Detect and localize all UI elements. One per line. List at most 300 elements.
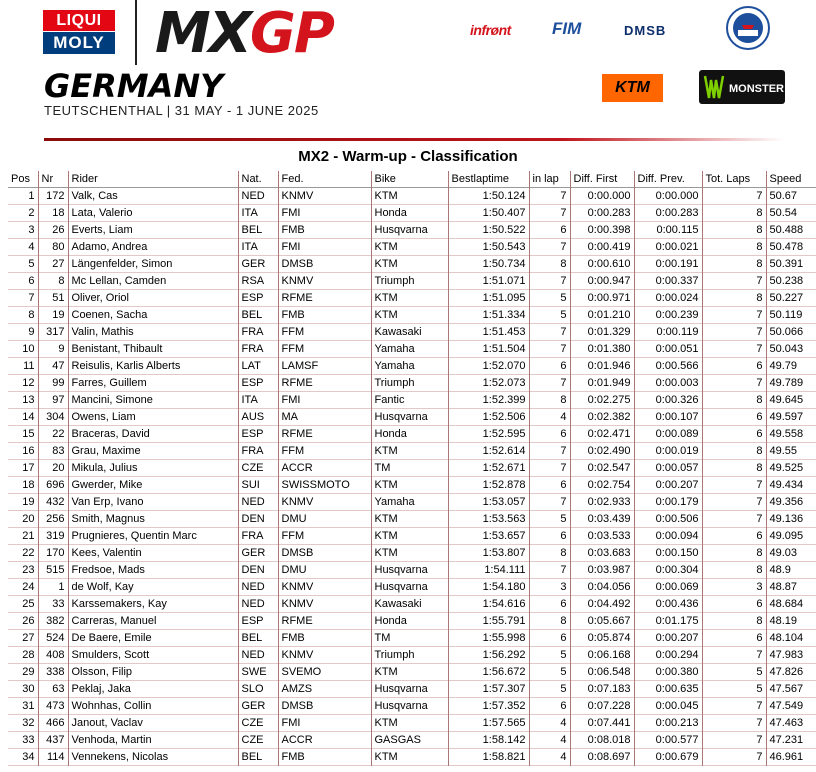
col-header-fed: Fed. [278, 171, 371, 188]
cell-bike: KTM [371, 239, 448, 256]
cell-bike: KTM [371, 545, 448, 562]
table-row [8, 579, 816, 596]
cell-rider: Prugnieres, Quentin Marc [68, 528, 238, 545]
cell-pos: 25 [22, 598, 35, 610]
liqui-moly-logo-bottom: MOLY [43, 32, 115, 54]
cell-rider: Vennekens, Nicolas [68, 749, 238, 766]
cell-nr: 408 [38, 647, 68, 664]
col-header-rider: Rider [68, 171, 238, 188]
cell-rider: Carreras, Manuel [68, 613, 238, 630]
cell-diff-first: 0:06.168 [570, 647, 634, 664]
cell-in-lap: 5 [529, 290, 570, 307]
cell-diff-prev: 0:00.089 [634, 426, 702, 443]
cell-nat: CZE [238, 460, 278, 477]
cell-tot-laps: 7 [702, 324, 766, 341]
cell-tot-laps: 8 [702, 392, 766, 409]
cell-in-lap: 6 [529, 698, 570, 715]
cell-nr: 27 [38, 256, 68, 273]
cell-speed: 48.19 [766, 613, 816, 630]
table-row [8, 715, 816, 732]
cell-pos: 19 [22, 496, 35, 508]
cell-bestlaptime: 1:54.616 [448, 596, 529, 613]
cell-tot-laps: 8 [702, 613, 766, 630]
cell-rider: Mancini, Simone [68, 392, 238, 409]
cell-fed: FMI [278, 392, 371, 409]
cell-rider: Braceras, David [68, 426, 238, 443]
club-badge-icon [726, 6, 770, 50]
cell-tot-laps: 3 [702, 579, 766, 596]
cell-pos: 28 [22, 649, 35, 661]
cell-tot-laps: 7 [702, 698, 766, 715]
cell-diff-prev: 0:00.506 [634, 511, 702, 528]
cell-speed: 50.54 [766, 205, 816, 222]
logo-separator [135, 0, 137, 65]
fim-logo: FIM [552, 19, 582, 38]
cell-pos: 12 [22, 377, 35, 389]
cell-speed: 48.87 [766, 579, 816, 596]
cell-diff-first: 0:02.547 [570, 460, 634, 477]
cell-in-lap: 8 [529, 256, 570, 273]
ktm-logo: KTM [602, 74, 663, 102]
cell-tot-laps: 5 [702, 681, 766, 698]
cell-rider: Karssemakers, Kay [68, 596, 238, 613]
cell-pos: 32 [22, 717, 35, 729]
cell-nr: 473 [38, 698, 68, 715]
cell-bike: KTM [371, 290, 448, 307]
cell-bike: Husqvarna [371, 579, 448, 596]
cell-tot-laps: 8 [702, 562, 766, 579]
cell-diff-first: 0:02.382 [570, 409, 634, 426]
cell-pos: 3 [28, 224, 35, 236]
cell-nat: GER [238, 698, 278, 715]
cell-nat: ESP [238, 613, 278, 630]
cell-diff-first: 0:02.933 [570, 494, 634, 511]
cell-bike: KTM [371, 307, 448, 324]
cell-rider: Mc Lellan, Camden [68, 273, 238, 290]
cell-nat: DEN [238, 511, 278, 528]
cell-fed: ACCR [278, 460, 371, 477]
cell-diff-prev: 0:00.213 [634, 715, 702, 732]
cell-diff-prev: 0:00.239 [634, 307, 702, 324]
cell-bestlaptime: 1:54.180 [448, 579, 529, 596]
event-country: GERMANY [44, 67, 224, 105]
cell-diff-prev: 0:00.577 [634, 732, 702, 749]
cell-diff-prev: 0:00.635 [634, 681, 702, 698]
cell-nat: ESP [238, 426, 278, 443]
table-row [8, 324, 816, 341]
cell-nat: DEN [238, 562, 278, 579]
cell-speed: 49.095 [766, 528, 816, 545]
cell-diff-first: 0:04.056 [570, 579, 634, 596]
table-row [8, 239, 816, 256]
cell-diff-prev: 0:00.021 [634, 239, 702, 256]
cell-diff-first: 0:01.949 [570, 375, 634, 392]
cell-diff-first: 0:01.380 [570, 341, 634, 358]
cell-bestlaptime: 1:55.998 [448, 630, 529, 647]
cell-speed: 49.79 [766, 358, 816, 375]
cell-tot-laps: 8 [702, 443, 766, 460]
header-rule [44, 138, 784, 141]
cell-rider: Längenfelder, Simon [68, 256, 238, 273]
cell-speed: 49.558 [766, 426, 816, 443]
cell-nr: 696 [38, 477, 68, 494]
cell-rider: Kees, Valentin [68, 545, 238, 562]
cell-fed: FMB [278, 307, 371, 324]
cell-pos: 34 [22, 751, 35, 763]
cell-tot-laps: 8 [702, 256, 766, 273]
cell-bike: Triumph [371, 375, 448, 392]
cell-diff-first: 0:00.283 [570, 205, 634, 222]
cell-tot-laps: 7 [702, 647, 766, 664]
cell-fed: DMSB [278, 256, 371, 273]
cell-bestlaptime: 1:50.124 [448, 188, 529, 205]
cell-in-lap: 7 [529, 239, 570, 256]
cell-in-lap: 5 [529, 647, 570, 664]
cell-diff-prev: 0:00.566 [634, 358, 702, 375]
cell-diff-prev: 0:00.337 [634, 273, 702, 290]
cell-speed: 46.961 [766, 749, 816, 766]
cell-fed: SVEMO [278, 664, 371, 681]
cell-nat: NED [238, 579, 278, 596]
cell-bike: Honda [371, 205, 448, 222]
cell-nat: SWE [238, 664, 278, 681]
cell-diff-prev: 0:00.179 [634, 494, 702, 511]
cell-pos: 30 [22, 683, 35, 695]
cell-bestlaptime: 1:55.791 [448, 613, 529, 630]
cell-diff-first: 0:00.947 [570, 273, 634, 290]
cell-tot-laps: 8 [702, 290, 766, 307]
table-row [8, 409, 816, 426]
cell-tot-laps: 7 [702, 307, 766, 324]
cell-bestlaptime: 1:53.057 [448, 494, 529, 511]
cell-bestlaptime: 1:52.595 [448, 426, 529, 443]
cell-bestlaptime: 1:52.878 [448, 477, 529, 494]
cell-fed: FFM [278, 324, 371, 341]
cell-in-lap: 7 [529, 324, 570, 341]
cell-fed: SWISSMOTO [278, 477, 371, 494]
cell-in-lap: 8 [529, 613, 570, 630]
cell-diff-first: 0:06.548 [570, 664, 634, 681]
infront-logo: infrønt [470, 22, 511, 38]
cell-bestlaptime: 1:51.334 [448, 307, 529, 324]
cell-bike: Fantic [371, 392, 448, 409]
cell-bike: Husqvarna [371, 698, 448, 715]
cell-rider: Oliver, Oriol [68, 290, 238, 307]
liqui-moly-logo-top: LIQUI [43, 10, 115, 31]
cell-in-lap: 7 [529, 375, 570, 392]
cell-tot-laps: 8 [702, 222, 766, 239]
cell-rider: Valk, Cas [68, 188, 238, 205]
cell-bike: Triumph [371, 273, 448, 290]
cell-pos: 24 [22, 581, 35, 593]
cell-nr: 382 [38, 613, 68, 630]
cell-fed: DMU [278, 562, 371, 579]
cell-diff-first: 0:02.490 [570, 443, 634, 460]
cell-diff-first: 0:05.667 [570, 613, 634, 630]
cell-fed: FMB [278, 749, 371, 766]
cell-nat: FRA [238, 443, 278, 460]
cell-nat: ESP [238, 375, 278, 392]
cell-diff-prev: 0:00.191 [634, 256, 702, 273]
cell-in-lap: 5 [529, 511, 570, 528]
cell-bestlaptime: 1:58.142 [448, 732, 529, 749]
table-row [8, 477, 816, 494]
cell-bike: Kawasaki [371, 324, 448, 341]
cell-rider: Adamo, Andrea [68, 239, 238, 256]
cell-fed: FFM [278, 528, 371, 545]
cell-fed: MA [278, 409, 371, 426]
cell-fed: KNMV [278, 188, 371, 205]
cell-bike: Husqvarna [371, 222, 448, 239]
cell-pos: 15 [22, 428, 35, 440]
cell-rider: Everts, Liam [68, 222, 238, 239]
cell-bestlaptime: 1:52.070 [448, 358, 529, 375]
cell-fed: RFME [278, 613, 371, 630]
table-row [8, 426, 816, 443]
cell-speed: 50.478 [766, 239, 816, 256]
cell-rider: Farres, Guillem [68, 375, 238, 392]
cell-pos: 18 [22, 479, 35, 491]
monster-energy-logo [699, 70, 785, 104]
cell-diff-first: 0:02.471 [570, 426, 634, 443]
cell-nr: 432 [38, 494, 68, 511]
classification-title: MX2 - Warm-up - Classification [298, 148, 518, 165]
col-header-diff-prev: Diff. Prev. [634, 171, 702, 188]
table-row [8, 613, 816, 630]
cell-fed: DMSB [278, 698, 371, 715]
cell-in-lap: 4 [529, 715, 570, 732]
cell-diff-first: 0:00.419 [570, 239, 634, 256]
cell-bike: Husqvarna [371, 409, 448, 426]
cell-nat: BEL [238, 630, 278, 647]
cell-bestlaptime: 1:51.504 [448, 341, 529, 358]
cell-diff-first: 0:07.228 [570, 698, 634, 715]
cell-in-lap: 4 [529, 732, 570, 749]
liqui-moly-logo [43, 10, 115, 54]
cell-diff-first: 0:01.329 [570, 324, 634, 341]
cell-rider: Fredsoe, Mads [68, 562, 238, 579]
cell-nr: 47 [38, 358, 68, 375]
cell-fed: FMI [278, 205, 371, 222]
cell-speed: 47.463 [766, 715, 816, 732]
cell-diff-prev: 0:00.294 [634, 647, 702, 664]
cell-speed: 49.03 [766, 545, 816, 562]
table-body [8, 188, 816, 766]
cell-rider: Smulders, Scott [68, 647, 238, 664]
cell-bestlaptime: 1:57.352 [448, 698, 529, 715]
cell-tot-laps: 7 [702, 188, 766, 205]
cell-in-lap: 7 [529, 205, 570, 222]
cell-rider: Olsson, Filip [68, 664, 238, 681]
cell-bestlaptime: 1:53.563 [448, 511, 529, 528]
cell-in-lap: 7 [529, 273, 570, 290]
cell-fed: FFM [278, 443, 371, 460]
cell-diff-prev: 0:00.150 [634, 545, 702, 562]
cell-nat: NED [238, 596, 278, 613]
table-row [8, 256, 816, 273]
cell-tot-laps: 7 [702, 375, 766, 392]
cell-tot-laps: 7 [702, 715, 766, 732]
cell-speed: 49.136 [766, 511, 816, 528]
cell-pos: 5 [28, 258, 35, 270]
cell-fed: FMI [278, 239, 371, 256]
cell-nr: 8 [38, 273, 68, 290]
table-row [8, 222, 816, 239]
table-row [8, 698, 816, 715]
cell-bike: KTM [371, 511, 448, 528]
cell-diff-first: 0:00.971 [570, 290, 634, 307]
cell-bike: KTM [371, 477, 448, 494]
cell-bestlaptime: 1:50.543 [448, 239, 529, 256]
cell-pos: 16 [22, 445, 35, 457]
cell-nr: 33 [38, 596, 68, 613]
cell-speed: 50.391 [766, 256, 816, 273]
table-row [8, 273, 816, 290]
cell-in-lap: 7 [529, 562, 570, 579]
cell-tot-laps: 6 [702, 630, 766, 647]
cell-tot-laps: 8 [702, 460, 766, 477]
cell-tot-laps: 5 [702, 664, 766, 681]
cell-bestlaptime: 1:52.073 [448, 375, 529, 392]
cell-rider: Smith, Magnus [68, 511, 238, 528]
cell-bestlaptime: 1:56.292 [448, 647, 529, 664]
cell-bestlaptime: 1:50.407 [448, 205, 529, 222]
cell-speed: 48.9 [766, 562, 816, 579]
cell-fed: FMB [278, 222, 371, 239]
cell-pos: 27 [22, 632, 35, 644]
cell-nr: 170 [38, 545, 68, 562]
cell-bike: KTM [371, 443, 448, 460]
cell-nat: FRA [238, 528, 278, 545]
col-header-bestlaptime: Bestlaptime [448, 171, 529, 188]
cell-speed: 47.231 [766, 732, 816, 749]
table-row [8, 596, 816, 613]
cell-bestlaptime: 1:52.614 [448, 443, 529, 460]
cell-diff-prev: 0:00.380 [634, 664, 702, 681]
cell-bestlaptime: 1:52.671 [448, 460, 529, 477]
cell-tot-laps: 8 [702, 239, 766, 256]
cell-bike: Husqvarna [371, 681, 448, 698]
cell-nat: NED [238, 494, 278, 511]
cell-tot-laps: 6 [702, 596, 766, 613]
cell-diff-prev: 0:00.436 [634, 596, 702, 613]
cell-nr: 20 [38, 460, 68, 477]
cell-nat: SUI [238, 477, 278, 494]
cell-tot-laps: 6 [702, 528, 766, 545]
table-row [8, 647, 816, 664]
cell-rider: Grau, Maxime [68, 443, 238, 460]
cell-diff-first: 0:07.441 [570, 715, 634, 732]
cell-fed: FMB [278, 630, 371, 647]
cell-rider: Van Erp, Ivano [68, 494, 238, 511]
table-row [8, 392, 816, 409]
cell-fed: LAMSF [278, 358, 371, 375]
cell-pos: 1 [28, 190, 35, 202]
cell-diff-prev: 0:00.679 [634, 749, 702, 766]
cell-diff-first: 0:04.492 [570, 596, 634, 613]
cell-tot-laps: 7 [702, 732, 766, 749]
cell-nat: ITA [238, 392, 278, 409]
cell-bestlaptime: 1:53.807 [448, 545, 529, 562]
cell-bike: TM [371, 630, 448, 647]
cell-diff-prev: 0:00.094 [634, 528, 702, 545]
cell-bike: Yamaha [371, 358, 448, 375]
cell-bestlaptime: 1:51.071 [448, 273, 529, 290]
cell-bike: KTM [371, 256, 448, 273]
cell-fed: KNMV [278, 494, 371, 511]
cell-rider: De Baere, Emile [68, 630, 238, 647]
table-row [8, 460, 816, 477]
cell-tot-laps: 7 [702, 494, 766, 511]
cell-speed: 48.104 [766, 630, 816, 647]
cell-bike: Husqvarna [371, 562, 448, 579]
cell-diff-prev: 0:00.207 [634, 630, 702, 647]
cell-speed: 47.549 [766, 698, 816, 715]
col-header-nat: Nat. [238, 171, 278, 188]
cell-in-lap: 6 [529, 358, 570, 375]
header [0, 0, 816, 145]
cell-pos: 31 [22, 700, 35, 712]
cell-in-lap: 4 [529, 409, 570, 426]
cell-fed: ACCR [278, 732, 371, 749]
cell-fed: RFME [278, 375, 371, 392]
cell-diff-first: 0:00.610 [570, 256, 634, 273]
table-header-row [8, 171, 816, 188]
cell-diff-prev: 0:00.115 [634, 222, 702, 239]
cell-tot-laps: 6 [702, 426, 766, 443]
cell-in-lap: 6 [529, 477, 570, 494]
cell-nr: 97 [38, 392, 68, 409]
cell-nat: BEL [238, 307, 278, 324]
cell-nr: 51 [38, 290, 68, 307]
cell-diff-prev: 0:00.119 [634, 324, 702, 341]
cell-fed: KNMV [278, 596, 371, 613]
table-row [8, 528, 816, 545]
cell-bestlaptime: 1:52.506 [448, 409, 529, 426]
cell-nat: RSA [238, 273, 278, 290]
cell-fed: RFME [278, 290, 371, 307]
cell-tot-laps: 6 [702, 409, 766, 426]
cell-speed: 47.567 [766, 681, 816, 698]
cell-nat: LAT [238, 358, 278, 375]
cell-bestlaptime: 1:52.399 [448, 392, 529, 409]
cell-pos: 2 [28, 207, 35, 219]
cell-pos: 20 [22, 513, 35, 525]
cell-nr: 9 [38, 341, 68, 358]
cell-in-lap: 7 [529, 460, 570, 477]
cell-bestlaptime: 1:57.565 [448, 715, 529, 732]
cell-fed: KNMV [278, 273, 371, 290]
cell-diff-first: 0:00.398 [570, 222, 634, 239]
results-table [8, 171, 816, 766]
cell-nat: GER [238, 545, 278, 562]
cell-nr: 304 [38, 409, 68, 426]
cell-rider: Mikula, Julius [68, 460, 238, 477]
mxgp-logo-part1: MX [155, 1, 250, 66]
cell-nr: 466 [38, 715, 68, 732]
cell-bike: KTM [371, 749, 448, 766]
cell-bestlaptime: 1:51.453 [448, 324, 529, 341]
cell-bike: TM [371, 460, 448, 477]
cell-diff-prev: 0:00.003 [634, 375, 702, 392]
cell-pos: 13 [22, 394, 35, 406]
table-row [8, 630, 816, 647]
table-row [8, 681, 816, 698]
table-row [8, 494, 816, 511]
cell-tot-laps: 7 [702, 341, 766, 358]
cell-speed: 50.227 [766, 290, 816, 307]
cell-tot-laps: 8 [702, 205, 766, 222]
